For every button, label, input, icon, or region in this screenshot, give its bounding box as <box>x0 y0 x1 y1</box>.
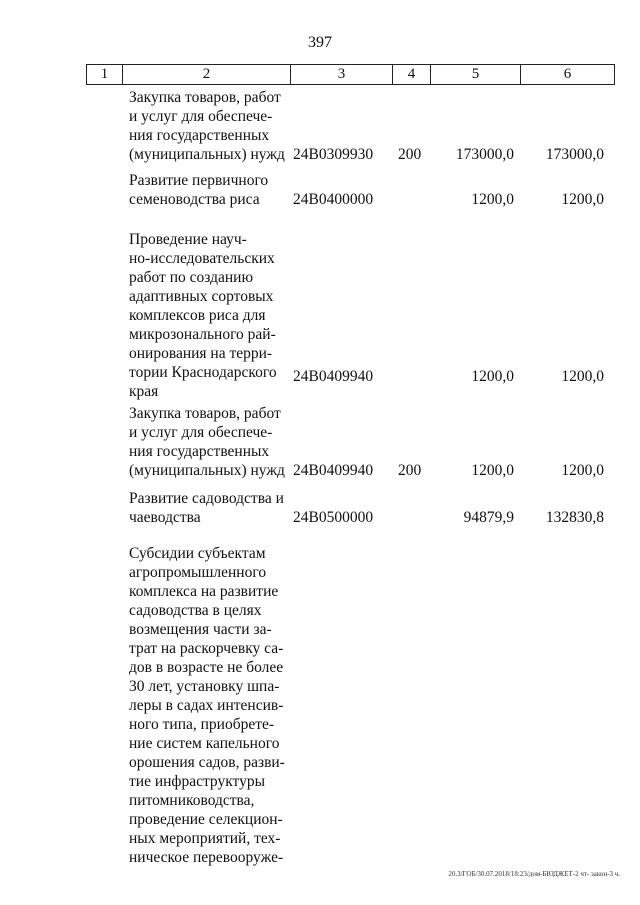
name-line: комплекса на развитие <box>129 583 279 600</box>
name-line: ного типа, приобрете- <box>129 716 275 733</box>
row-name <box>129 171 285 209</box>
name-line: и услуг для обеспече- <box>129 424 273 441</box>
row-sum-6: 1200,0 <box>561 462 604 479</box>
header-col-3: 3 <box>291 65 393 84</box>
name-line: возмещения части за- <box>129 621 272 638</box>
header-col-6: 6 <box>563 66 572 82</box>
name-line: микрозонального рай- <box>129 326 276 343</box>
name-line: тие инфраструктуры <box>129 773 266 790</box>
name-line: ных мероприятий, тех- <box>129 830 281 847</box>
name-line: адаптивных сортовых <box>129 288 274 305</box>
name-line: садоводства в целях <box>129 602 262 619</box>
row-sum-5: 94879,9 <box>463 509 514 526</box>
row-code: 24В0400000 <box>293 191 374 208</box>
name-line: орошения садов, разви- <box>129 754 285 771</box>
row-name <box>129 88 285 164</box>
name-line: ния государственных <box>129 443 270 460</box>
name-line: чаеводства <box>129 509 201 526</box>
name-line: работ по созданию <box>129 269 254 286</box>
name-line: (муниципальных) нужд <box>129 146 285 163</box>
row-code: 24В0500000 <box>293 509 374 526</box>
name-line: Закупка товаров, работ <box>129 89 281 106</box>
page-number: 397 <box>308 34 332 51</box>
name-line: ническое перевооруже- <box>129 849 284 866</box>
row-sum-5: 1200,0 <box>471 368 514 385</box>
name-line: ния государственных <box>129 127 270 144</box>
name-line: края <box>129 383 159 400</box>
name-line: леры в садах интенсив- <box>129 697 284 714</box>
row-code: 24В0409940 <box>293 462 374 479</box>
row-code: 24В0309930 <box>293 146 374 163</box>
footer-note: 20.3/ГОБ/30.07.2018/18:23/дом-БЮДЖЕТ-2 чт- закон-3 ч. <box>448 870 620 878</box>
row-sum-5: 173000,0 <box>455 146 514 163</box>
name-line: тории Краснодарского <box>129 364 277 381</box>
name-line: Проведение науч- <box>129 231 247 248</box>
name-line: Закупка товаров, работ <box>129 405 281 422</box>
name-line: но-исследовательских <box>129 250 275 267</box>
row-name <box>129 544 285 867</box>
name-line: агропромышленного <box>129 564 267 581</box>
header-col-2: 2 <box>123 65 291 84</box>
name-line: 30 лет, установку шпа- <box>129 678 280 695</box>
row-name <box>129 230 285 401</box>
name-line: комплексов риса для <box>129 307 266 324</box>
name-line: Субсидии субъектам <box>129 545 266 562</box>
name-line: дов в возрасте не более <box>129 659 284 676</box>
name-line: и услуг для обеспече- <box>129 108 273 125</box>
row-vr: 200 <box>398 462 422 479</box>
row-sum-6: 1200,0 <box>561 191 604 208</box>
row-sum-5: 1200,0 <box>471 191 514 208</box>
name-line: трат на раскорчевку са- <box>129 640 284 657</box>
header-col-4: 4 <box>393 65 431 84</box>
row-name <box>129 489 285 527</box>
row-sum-6: 1200,0 <box>561 368 604 385</box>
row-sum-6: 173000,0 <box>545 146 604 163</box>
name-line: Развитие первичного <box>129 172 269 189</box>
header-col-1: 1 <box>87 65 123 84</box>
row-vr: 200 <box>398 146 422 163</box>
name-line: питомниководства, <box>129 792 255 809</box>
name-line: семеноводства риса <box>129 191 260 208</box>
table-header <box>86 64 615 85</box>
row-name <box>129 404 285 480</box>
row-sum-6: 132830,8 <box>545 509 604 526</box>
name-line: онирования на терри- <box>129 345 273 362</box>
name-line: Развитие садоводства и <box>129 490 284 507</box>
header-col-5: 5 <box>431 65 521 84</box>
name-line: ние систем капельного <box>129 735 280 752</box>
row-sum-5: 1200,0 <box>471 462 514 479</box>
name-line: проведение селекцион- <box>129 811 283 828</box>
name-line: (муниципальных) нужд <box>129 462 285 479</box>
row-code: 24В0409940 <box>293 368 374 385</box>
